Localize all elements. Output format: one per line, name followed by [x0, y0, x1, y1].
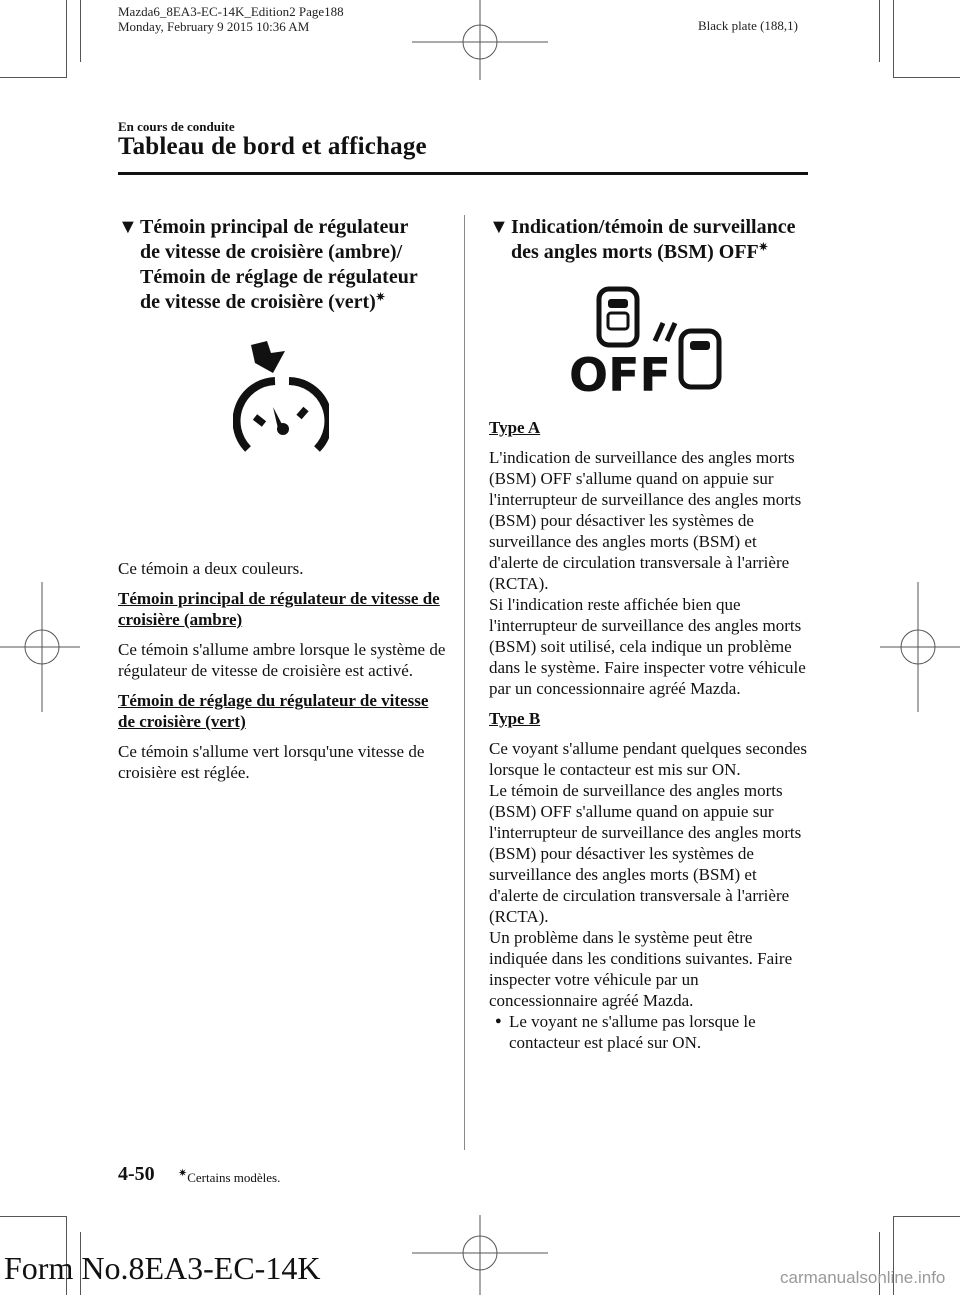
paragraph-green: Ce témoin s'allume vert lorsqu'une vitesse de croisière est réglée.	[118, 742, 425, 782]
bullet-icon: ●	[495, 1015, 502, 1027]
star-icon: ✷	[178, 1167, 188, 1180]
date-line: Monday, February 9 2015 10:36 AM	[118, 19, 310, 34]
heading-line: de vitesse de croisière (ambre)/	[140, 241, 403, 263]
form-number: Form No.8EA3-EC-14K	[4, 1250, 321, 1286]
intro-text: Ce témoin a deux couleurs.	[118, 559, 304, 578]
footnote	[178, 1167, 281, 1186]
crop-mark	[0, 1216, 66, 1217]
crop-mark	[893, 77, 960, 78]
subheading-green: Témoin de réglage du régulateur de vitesse de croisière (vert)	[118, 691, 429, 731]
right-column	[489, 215, 809, 1053]
page-number: 4-50	[118, 1163, 155, 1185]
triangle-icon: ▼	[118, 216, 138, 238]
cruise-icon-area	[118, 315, 448, 530]
crop-mark	[66, 0, 67, 78]
star-icon: ✷	[375, 291, 386, 304]
off-label: OFF	[569, 348, 671, 402]
paragraph-type-b-1: Ce voyant s'allume pendant quelques secondes lorsque le contacteur est mis sur ON.	[489, 739, 807, 779]
cruise-control-icon	[233, 337, 329, 455]
crop-mark	[879, 0, 880, 62]
registration-target-icon	[412, 0, 548, 80]
paragraph-amber: Ce témoin s'allume ambre lorsque le système de régulateur de vitesse de croisière est activé.	[118, 640, 446, 680]
file-line: Mazda6_8EA3-EC-14K_Edition2 Page188	[118, 4, 344, 19]
heading-line: Témoin principal de régulateur	[140, 216, 409, 238]
column-divider	[464, 215, 465, 1150]
triangle-icon: ▼	[489, 216, 509, 238]
header-meta	[118, 4, 344, 34]
paragraph-type-b-3: Un problème dans le système peut être indiquée dans les conditions suivantes. Faire inspecter votre véhicule par un concessionnaire agréé Mazda.	[489, 928, 793, 1010]
title-rule	[118, 172, 808, 175]
watermark: carmanualsonline.info	[780, 1268, 946, 1287]
section-label: En cours de conduite	[118, 119, 235, 134]
heading-line: Indication/témoin de surveillance	[511, 216, 796, 238]
plate-label: Black plate (188,1)	[698, 18, 798, 33]
subheading-type-b: Type B	[489, 709, 541, 728]
list-item	[489, 1011, 809, 1053]
footnote-text: Certains modèles.	[187, 1170, 281, 1185]
registration-target-icon	[412, 1215, 548, 1295]
page-title: Tableau de bord et affichage	[118, 133, 427, 160]
paragraph-type-b-2: Le témoin de surveillance des angles morts (BSM) OFF s'allume quand on appuie sur l'interrupteur de surveillance des angles morts (BSM) pour désactiver les systèmes de surveillance des angles morts (BSM) et d'alerte de circulation transversale à l'arrière (RCTA).	[489, 781, 802, 926]
crop-mark	[80, 0, 81, 62]
heading-line: des angles morts (BSM) OFF	[511, 241, 759, 263]
registration-target-icon	[0, 582, 80, 712]
star-icon: ✷	[758, 241, 768, 254]
registration-target-icon	[880, 582, 960, 712]
paragraph-type-a-2: Si l'indication reste affichée bien que l'interrupteur de surveillance des angles morts (BSM) soit utilisé, cela indique un problème dans le système. Faire inspecter votre véhicule par un concessionnaire agréé Mazda.	[489, 595, 806, 698]
paragraph-type-a-1: L'indication de surveillance des angles morts (BSM) OFF s'allume quand on appuie sur l'interrupteur de surveillance des angles morts (BSM) pour désactiver les systèmes de surveillance des angles morts (BSM) et d'alerte de circulation transversale à l'arrière (RCTA).	[489, 448, 802, 593]
heading-line: Témoin de réglage de régulateur	[140, 266, 418, 288]
left-column	[118, 215, 448, 792]
crop-mark	[893, 1216, 960, 1217]
section-heading-cruise	[118, 215, 448, 315]
bsm-off-icon	[569, 283, 729, 403]
heading-line: de vitesse de croisière (vert)	[140, 291, 376, 313]
subheading-type-a: Type A	[489, 418, 541, 437]
crop-mark	[0, 77, 66, 78]
subheading-amber: Témoin principal de régulateur de vitesse de croisière (ambre)	[118, 589, 440, 629]
bsm-icon-area	[489, 265, 809, 417]
crop-mark	[893, 0, 894, 78]
section-heading-bsm	[489, 215, 809, 265]
bullet-text: Le voyant ne s'allume pas lorsque le contacteur est placé sur ON.	[509, 1012, 756, 1052]
